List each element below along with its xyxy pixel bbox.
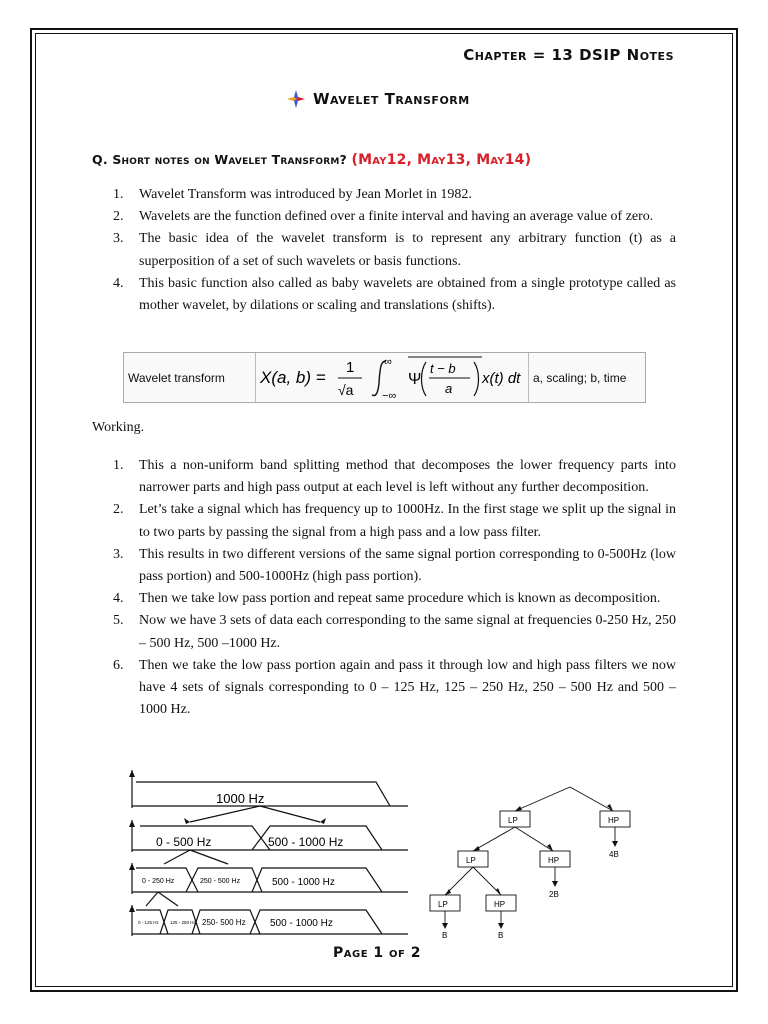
list-item xyxy=(113,588,676,610)
formula-tail: x(t) dt xyxy=(482,370,521,387)
list-item xyxy=(113,610,676,654)
list-text: This results in two different versions of the same signal portion corresponding to 0-500Hz (low pass portion) and 500-1000Hz (high pass portion). xyxy=(139,546,676,585)
list-number: 1. xyxy=(113,187,124,202)
formula-psi: Ψ xyxy=(408,371,422,388)
section-title-text: Wavelet Transform xyxy=(313,90,470,108)
list-number: 2. xyxy=(113,502,124,518)
list-number: 2. xyxy=(113,209,124,225)
list-text: Then we take the low pass portion again and pass it through low and high pass filters we now have 4 sets of signals corresponding to 0 – 125 Hz, 125 – 250 Hz, 250 – 500 Hz and 500 – 1000 Hz. xyxy=(139,657,676,718)
formula-lower: −∞ xyxy=(382,390,397,402)
list-text: Let’s take a signal which has frequency up to 1000Hz. In the first stage we split up the signal in to two parts by passing the signal from a high pass and a low pass filter. xyxy=(139,502,676,540)
formula-upper: ∞ xyxy=(384,356,392,368)
list-number: 4. xyxy=(113,591,124,607)
list-text: The basic idea of the wavelet transform is to represent any arbitrary function (t) as a superposition of a set of such wavelets or basis functions. xyxy=(139,231,676,269)
list-number: 6. xyxy=(113,657,124,673)
chapter-header: Chapter = 13 DSIP Notes xyxy=(463,46,674,64)
intro-list xyxy=(113,184,676,317)
band-0-500: 0 - 500 Hz xyxy=(156,835,212,849)
formula-tb-num: t − b xyxy=(430,361,456,376)
tree-lp-2: LP xyxy=(466,856,476,865)
band-250-500-r4: 250- 500 Hz xyxy=(202,918,246,927)
list-item xyxy=(113,544,676,588)
list-text: Wavelets are the function defined over a finite interval and having an average value of zero. xyxy=(139,209,654,225)
tree-out-b-2: B xyxy=(498,931,504,940)
section-title xyxy=(287,90,470,108)
band-500-1000-r4: 500 - 1000 Hz xyxy=(270,918,333,929)
band-500-1000-r3: 500 - 1000 Hz xyxy=(272,877,335,888)
working-list xyxy=(113,455,676,721)
list-item xyxy=(113,655,676,722)
list-text: Now we have 3 sets of data each corresponding to the same signal at frequencies 0-250 Hz, 250 – 500 Hz, 500 –1000 Hz. xyxy=(139,613,676,651)
list-item xyxy=(113,455,676,499)
formula-one: 1 xyxy=(346,359,355,376)
list-item xyxy=(113,499,676,543)
tree-out-4b: 4B xyxy=(609,850,619,859)
formula-description: a, scaling; b, time xyxy=(533,370,627,385)
band-1000hz: 1000 Hz xyxy=(216,791,265,806)
band-250-500: 250 - 500 Hz xyxy=(200,878,241,885)
formula-label: Wavelet transform xyxy=(124,353,256,402)
filter-tree-diagram xyxy=(425,785,655,940)
list-number: 3. xyxy=(113,546,124,562)
list-item xyxy=(113,273,676,317)
tree-hp-2: HP xyxy=(548,856,560,865)
tree-out-2b: 2B xyxy=(549,890,559,899)
formula-tb-den: a xyxy=(445,381,453,396)
list-item xyxy=(113,206,676,228)
band-0-250: 0 - 250 Hz xyxy=(142,878,175,885)
tree-hp-3: HP xyxy=(494,900,506,909)
band-125-250: 125 - 250 Hz xyxy=(170,920,196,925)
wavelet-formula-graphic xyxy=(258,353,526,402)
list-text: Then we take low pass portion and repeat same procedure which is known as decomposition. xyxy=(139,591,661,607)
question-years: (May12, May13, May14) xyxy=(351,152,532,168)
tree-out-b-1: B xyxy=(442,931,448,940)
list-text: This a non-uniform band splitting method that decomposes the lower frequency parts into narrower parts and high pass output at each level is left without any further decomposition. xyxy=(139,458,676,496)
page-number: Page 1 of 2 xyxy=(333,945,421,961)
list-text: This basic function also called as baby wavelets are obtained from a single prototype called as mother wavelet, by dilations or scaling and translations (shifts). xyxy=(139,275,676,314)
tree-hp-1: HP xyxy=(608,816,620,825)
band-0-125: 0 - 125 Hz xyxy=(138,920,159,925)
list-item xyxy=(113,184,676,206)
band-500-1000: 500 - 1000 Hz xyxy=(268,835,344,849)
tree-lp-1: LP xyxy=(508,816,518,825)
list-number: 5. xyxy=(113,613,124,629)
question-text: Q. Short notes on Wavelet Transform? xyxy=(92,152,352,167)
formula-sqrt-a: √a xyxy=(338,382,354,398)
list-text: Wavelet Transform was introduced by Jean Morlet in 1982. xyxy=(139,187,472,202)
wavelet-formula xyxy=(256,353,529,402)
band-splitting-diagram xyxy=(120,770,420,940)
list-number: 4. xyxy=(113,275,124,291)
tree-lp-3: LP xyxy=(438,900,448,909)
working-heading: Working. xyxy=(92,420,145,435)
list-number: 3. xyxy=(113,231,124,247)
question-heading xyxy=(92,152,531,168)
formula-table xyxy=(123,352,646,403)
four-arrows-bullet-icon xyxy=(287,90,305,108)
list-number: 1. xyxy=(113,458,124,473)
formula-lhs: X(a, b) = xyxy=(260,368,326,387)
list-item xyxy=(113,228,676,272)
